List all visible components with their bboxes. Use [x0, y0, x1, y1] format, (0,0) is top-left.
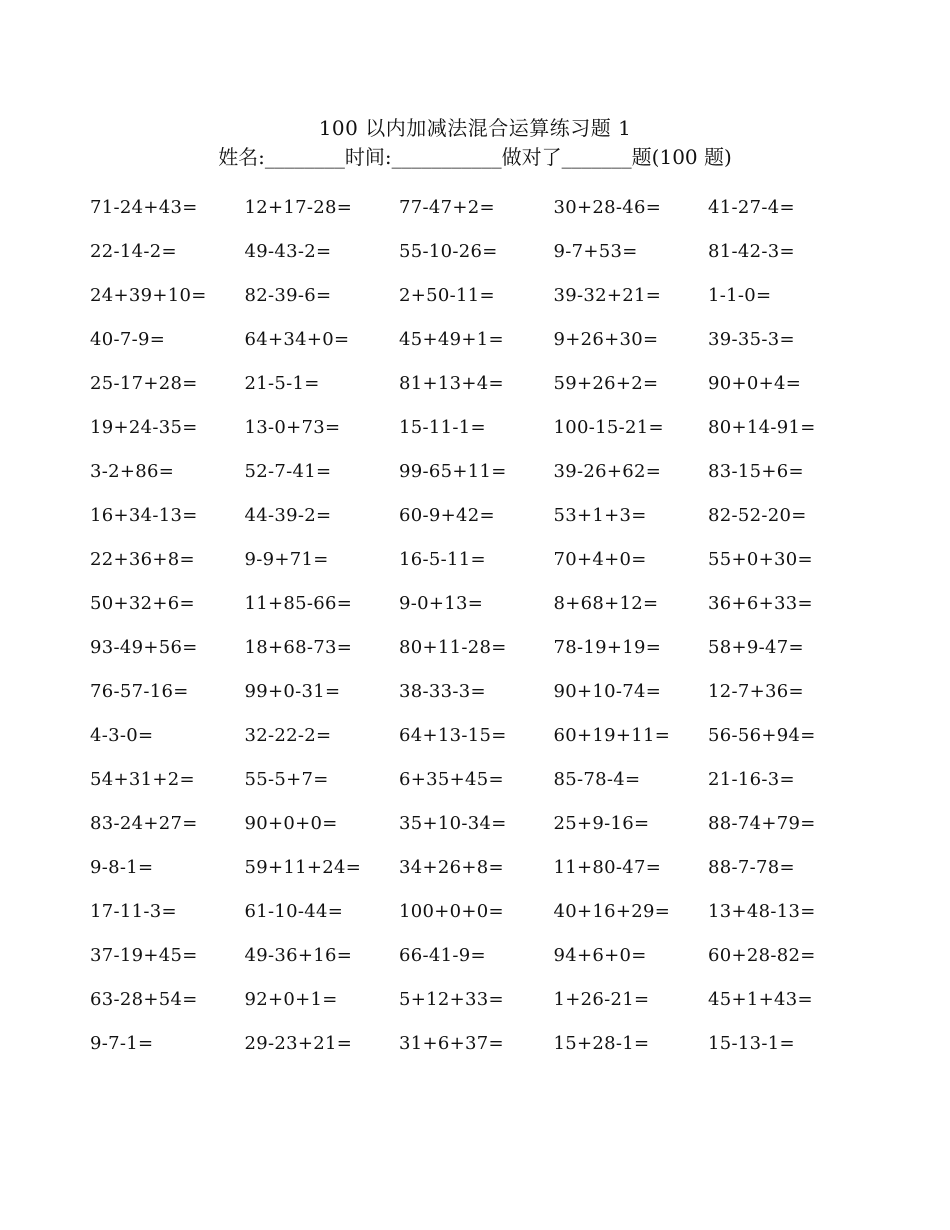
- problem-row: [90, 626, 880, 670]
- math-problem: 45+1+43=: [708, 989, 813, 1010]
- math-problem: 35+10-34=: [399, 813, 507, 834]
- math-problem: 60-9+42=: [399, 505, 495, 526]
- math-problem: 82-39-6=: [244, 285, 332, 306]
- math-problem: 9-9+71=: [244, 549, 329, 570]
- problem-row: [90, 494, 880, 538]
- math-problem: 13+48-13=: [708, 901, 816, 922]
- math-problem: 85-78-4=: [553, 769, 641, 790]
- math-problem: 76-57-16=: [90, 681, 189, 702]
- math-problem: 22-14-2=: [90, 241, 177, 262]
- problem-row: [90, 582, 880, 626]
- math-problem: 83-24+27=: [90, 813, 198, 834]
- math-problem: 59+11+24=: [244, 857, 362, 878]
- problem-row: [90, 758, 880, 802]
- math-problem: 83-15+6=: [708, 461, 804, 482]
- problem-row: [90, 450, 880, 494]
- math-problem: 99+0-31=: [244, 681, 341, 702]
- problem-row: [90, 846, 880, 890]
- math-problem: 90+0+0=: [244, 813, 338, 834]
- math-problem: 39-32+21=: [553, 285, 662, 306]
- problem-row: [90, 362, 880, 406]
- math-problem: 40+16+29=: [553, 901, 671, 922]
- student-info-line: 姓名:________时间:___________做对了_______题(100 题): [218, 145, 732, 169]
- math-problem: 5+12+33=: [399, 989, 504, 1010]
- math-problem: 40-7-9=: [90, 329, 166, 350]
- math-problem: 70+4+0=: [553, 549, 647, 570]
- math-problem: 99-65+11=: [399, 461, 507, 482]
- problem-row: [90, 1022, 880, 1066]
- math-problem: 17-11-3=: [90, 901, 177, 922]
- math-problem: 56-56+94=: [708, 725, 816, 746]
- math-problem: 34+26+8=: [399, 857, 504, 878]
- problem-row: [90, 890, 880, 934]
- math-problem: 16+34-13=: [90, 505, 198, 526]
- math-problem: 9-8-1=: [90, 857, 154, 878]
- math-problem: 66-41-9=: [399, 945, 486, 966]
- problem-row: [90, 714, 880, 758]
- math-problem: 64+13-15=: [399, 725, 507, 746]
- math-problem: 29-23+21=: [244, 1033, 353, 1054]
- math-problem: 30+28-46=: [553, 197, 662, 218]
- math-problem: 9-0+13=: [399, 593, 484, 614]
- math-problem: 59+26+2=: [553, 373, 659, 394]
- math-problem: 64+34+0=: [244, 329, 350, 350]
- math-problem: 11+85-66=: [244, 593, 353, 614]
- page-title: 100 以内加减法混合运算练习题 1: [318, 116, 632, 140]
- math-problem: 81-42-3=: [708, 241, 795, 262]
- math-problem: 90+0+4=: [708, 373, 802, 394]
- math-problem: 92+0+1=: [244, 989, 338, 1010]
- math-problem: 15-13-1=: [708, 1033, 795, 1054]
- math-problem: 78-19+19=: [553, 637, 662, 658]
- math-problem: 4-3-0=: [90, 725, 154, 746]
- math-problem: 8+68+12=: [553, 593, 659, 614]
- math-problem: 12+17-28=: [244, 197, 353, 218]
- problem-row: [90, 978, 880, 1022]
- math-problem: 71-24+43=: [90, 197, 198, 218]
- math-problem: 60+19+11=: [553, 725, 671, 746]
- math-problem: 88-7-78=: [708, 857, 795, 878]
- math-problem: 38-33-3=: [399, 681, 486, 702]
- math-problem: 6+35+45=: [399, 769, 504, 790]
- math-problem: 16-5-11=: [399, 549, 486, 570]
- problem-row: [90, 186, 880, 230]
- problem-row: [90, 318, 880, 362]
- math-problem: 61-10-44=: [244, 901, 344, 922]
- math-problem: 13-0+73=: [244, 417, 341, 438]
- math-problem: 19+24-35=: [90, 417, 198, 438]
- math-problem: 9-7-1=: [90, 1033, 154, 1054]
- math-problem: 25-17+28=: [90, 373, 198, 394]
- math-problem: 100+0+0=: [399, 901, 504, 922]
- math-problem: 52-7-41=: [244, 461, 332, 482]
- math-problem: 2+50-11=: [399, 285, 495, 306]
- math-problem: 55-10-26=: [399, 241, 498, 262]
- problem-row: [90, 274, 880, 318]
- math-problem: 12-7+36=: [708, 681, 804, 702]
- math-problem: 18+68-73=: [244, 637, 353, 658]
- math-problem: 50+32+6=: [90, 593, 195, 614]
- math-problem: 58+9-47=: [708, 637, 804, 658]
- math-problem: 25+9-16=: [553, 813, 650, 834]
- math-problem: 1-1-0=: [708, 285, 772, 306]
- math-problem: 81+13+4=: [399, 373, 504, 394]
- math-problem: 15-11-1=: [399, 417, 486, 438]
- math-problem: 31+6+37=: [399, 1033, 504, 1054]
- math-problem: 21-5-1=: [244, 373, 320, 394]
- math-problem: 22+36+8=: [90, 549, 195, 570]
- problem-grid: [90, 186, 880, 1066]
- math-problem: 77-47+2=: [399, 197, 495, 218]
- math-problem: 32-22-2=: [244, 725, 332, 746]
- math-problem: 53+1+3=: [553, 505, 647, 526]
- math-problem: 45+49+1=: [399, 329, 504, 350]
- problem-row: [90, 802, 880, 846]
- math-problem: 36+6+33=: [708, 593, 813, 614]
- math-problem: 41-27-4=: [708, 197, 795, 218]
- math-problem: 24+39+10=: [90, 285, 207, 306]
- problem-row: [90, 406, 880, 450]
- math-problem: 21-16-3=: [708, 769, 795, 790]
- problem-row: [90, 230, 880, 274]
- math-problem: 88-74+79=: [708, 813, 816, 834]
- math-problem: 11+80-47=: [553, 857, 662, 878]
- math-problem: 39-26+62=: [553, 461, 662, 482]
- math-problem: 49-43-2=: [244, 241, 332, 262]
- math-problem: 63-28+54=: [90, 989, 198, 1010]
- math-problem: 9+26+30=: [553, 329, 659, 350]
- math-problem: 55-5+7=: [244, 769, 329, 790]
- math-problem: 9-7+53=: [553, 241, 638, 262]
- math-problem: 49-36+16=: [244, 945, 353, 966]
- math-problem: 82-52-20=: [708, 505, 807, 526]
- math-problem: 93-49+56=: [90, 637, 198, 658]
- math-problem: 44-39-2=: [244, 505, 332, 526]
- math-problem: 37-19+45=: [90, 945, 198, 966]
- math-problem: 55+0+30=: [708, 549, 813, 570]
- math-problem: 90+10-74=: [553, 681, 662, 702]
- math-problem: 3-2+86=: [90, 461, 175, 482]
- math-problem: 80+14-91=: [708, 417, 816, 438]
- math-problem: 39-35-3=: [708, 329, 795, 350]
- math-problem: 54+31+2=: [90, 769, 195, 790]
- math-problem: 60+28-82=: [708, 945, 816, 966]
- math-problem: 1+26-21=: [553, 989, 650, 1010]
- math-problem: 80+11-28=: [399, 637, 507, 658]
- math-problem: 94+6+0=: [553, 945, 647, 966]
- problem-row: [90, 934, 880, 978]
- problem-row: [90, 538, 880, 582]
- math-problem: 100-15-21=: [553, 417, 664, 438]
- problem-row: [90, 670, 880, 714]
- math-problem: 15+28-1=: [553, 1033, 650, 1054]
